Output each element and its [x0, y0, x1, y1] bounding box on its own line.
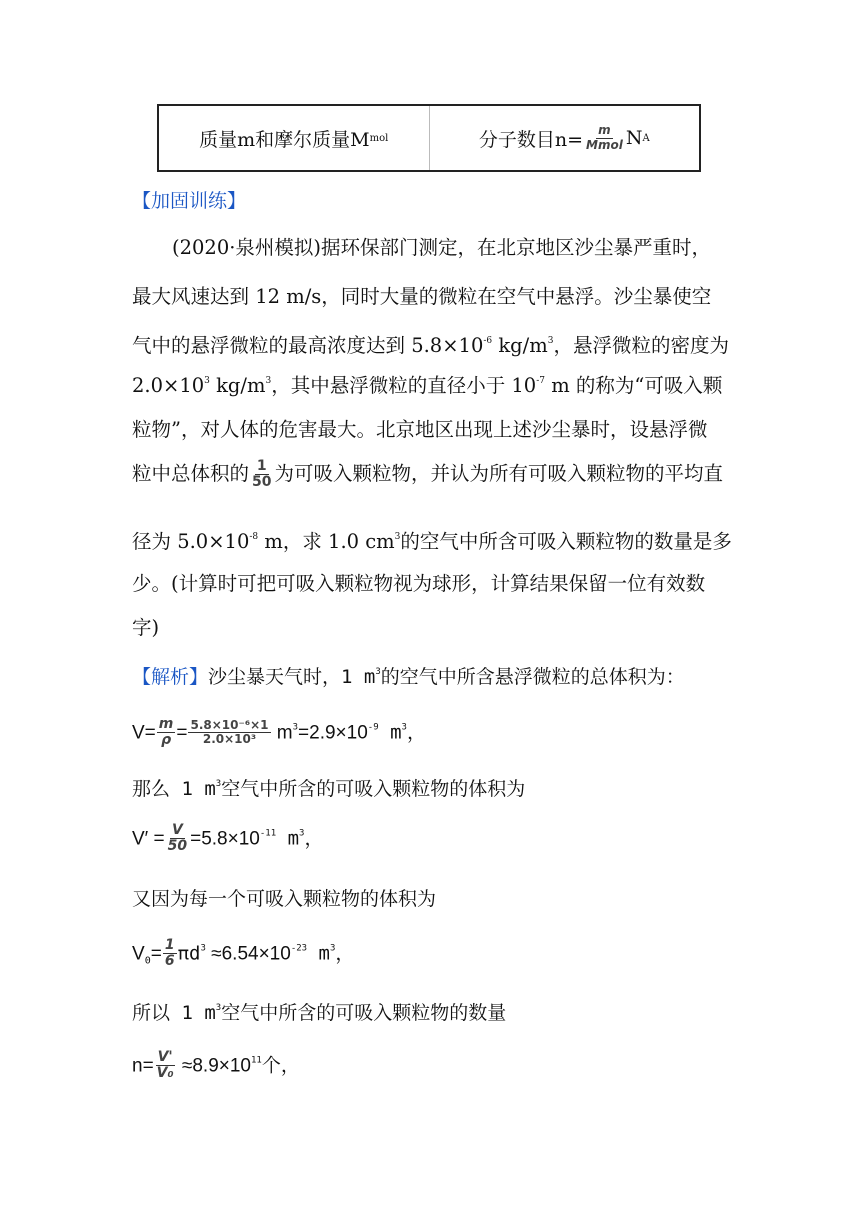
problem-line-1: (2020·泉州模拟)据环保部门测定，在北京地区沙尘暴严重时， — [172, 236, 712, 259]
formula-table — [157, 104, 701, 172]
problem-line-6: 粒中总体积的 $\frac{1}{50}$ 为可吸入颗粒物，并认为所有可吸入颗粒物的平均直 — [132, 457, 724, 490]
solution-line-5: 又因为每一个可吸入颗粒物的体积为 — [132, 888, 437, 910]
solution-label: 【解析】 — [132, 666, 209, 688]
table-cell-molecule-count: 分子数目n= $\frac{m}{\text{Mmol}}$ N A — [478, 123, 650, 152]
fraction-1-over-50: $\frac{1}{50}$ — [252, 457, 272, 490]
cell-mass-text: 质量m和摩尔质量M — [199, 128, 370, 151]
fraction-1-over-6: $\frac{1}{6}$ — [164, 937, 175, 970]
solution-line-8: n= $\frac{V'}{\text{V₀}}$ $\approx 8.9\times 10^{11}$个， — [132, 1049, 300, 1082]
fraction-v-over-50: $\frac{V}{50}$ — [167, 822, 188, 855]
problem-line-3: 气中的悬浮微粒的最高浓度达到 $5.8\times 10^{-6}$ $kg/m^3$，悬浮微粒的密度为 — [132, 334, 729, 357]
problem-line-4: $2.0\times 10^3$ $kg/m^3$，其中悬浮微粒的直径小于 $10^{-7}$ m 的称为“可吸入颗 — [132, 374, 723, 397]
problem-line-2: 最大风速达到 12 m/s，同时大量的微粒在空气中悬浮。沙尘暴使空 — [132, 285, 712, 308]
problem-line-9: 字) — [132, 616, 160, 639]
solution-line-1: 【解析】沙尘暴天气时，1 $m^3$的空气中所含悬浮微粒的总体积为： — [132, 666, 685, 688]
solution-line-3: 那么 1 $m^3$空气中所含的可吸入颗粒物的体积为 — [132, 778, 526, 800]
fraction-m-over-rho: $\frac{m}{\rho}$ — [158, 716, 174, 749]
problem-line-5: 粒物”，对人体的危害最大。北京地区出现上述沙尘暴时，设悬浮微 — [132, 418, 708, 441]
section-heading: 【加固训练】 — [132, 190, 247, 212]
solution-line-7: 所以 1 $m^3$空气中所含的可吸入颗粒物的数量 — [132, 1002, 507, 1024]
table-cell-mass: 质量m和摩尔质量M mol — [159, 106, 430, 170]
problem-line-7: 径为 $5.0\times 10^{-8}$ m，求 1.0 $cm^3$的空气中所含可吸入颗粒物的数量是多 — [132, 530, 732, 553]
solution-line-6: $V_0=$ $\frac{1}{6}$ $\pi d^3 \approx 6.54\times 10^{-23}$ $m^3$， — [132, 937, 355, 970]
fraction-m-over-mmol: $\frac{m}{\text{Mmol}}$ — [586, 123, 623, 152]
problem-line-8: 少。(计算时可把可吸入颗粒物视为球形，计算结果保留一位有效数 — [132, 572, 706, 595]
fraction-numeric: $\frac{\text{5.8×10⁻⁶×1}}{\text{2.0×10³}}$ — [190, 718, 269, 747]
solution-line-4: V′ = $\frac{V}{50}$ $=5.8\times 10^{-11}$ $m^3$， — [132, 822, 324, 855]
solution-line-2: V= $\frac{m}{\rho}$ = $\frac{\text{5.8×10⁻⁶×1}}{\text{2.0×10³}}$ $m^3=2.9\times 10^{-9}$ $m^3$， — [132, 716, 426, 749]
fraction-v-prime-over-v0: $\frac{V'}{\text{V₀}}$ — [156, 1049, 174, 1082]
